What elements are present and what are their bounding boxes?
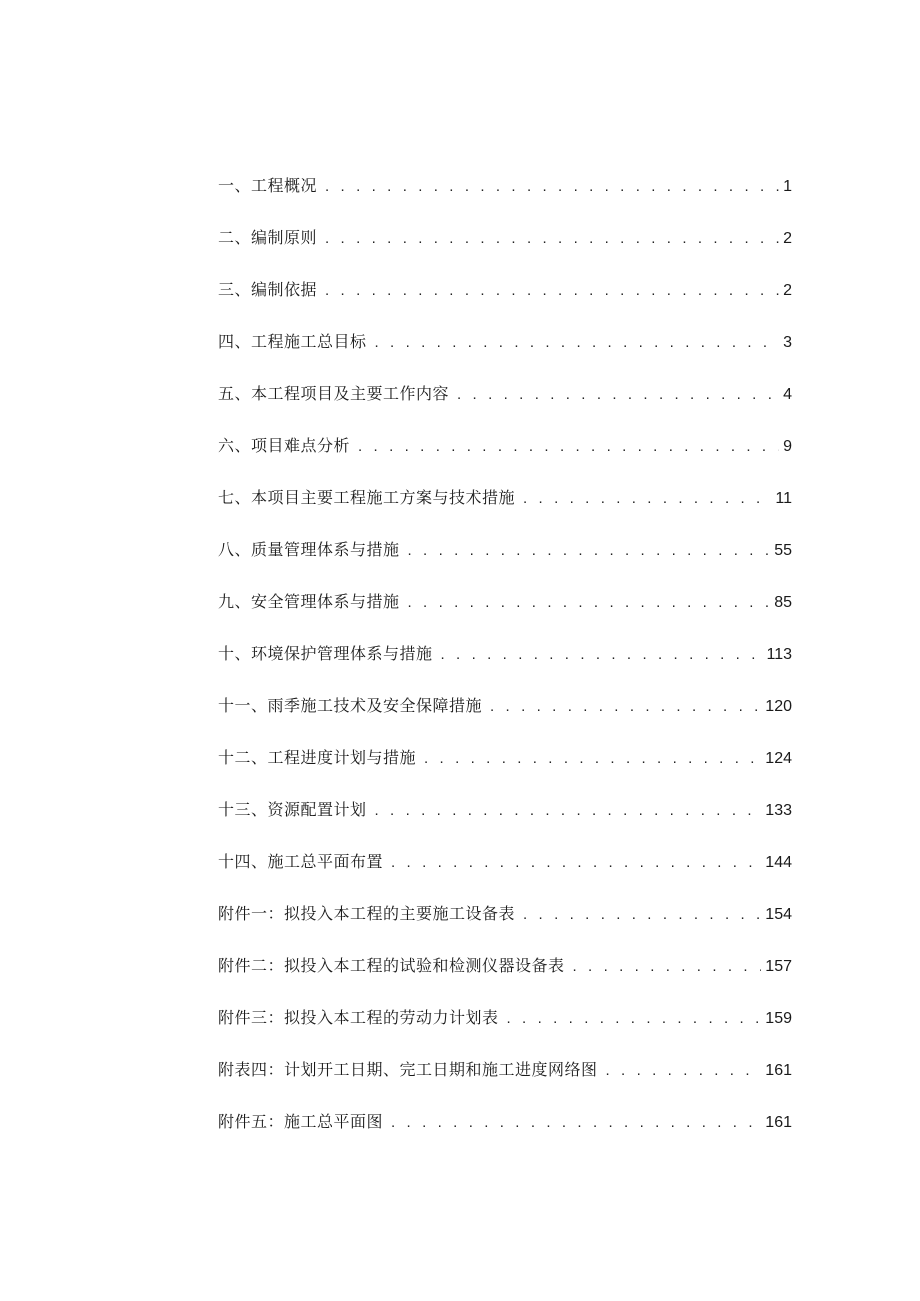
toc-entry-page: 159 [765,1010,792,1027]
toc-entry-title: 附件一：拟投入本工程的主要施工设备表 [218,904,516,923]
table-of-contents [218,170,792,1158]
toc-entry-9[interactable] [218,586,792,638]
toc-entry-title: 十、环境保护管理体系与措施 [218,644,433,663]
toc-dot-leader [490,691,761,723]
toc-entry-5[interactable] [218,378,792,430]
toc-entry-page: 3 [783,334,792,351]
toc-entry-title: 三、编制依据 [218,280,318,299]
toc-dot-leader [573,951,762,983]
toc-entry-page: 144 [765,854,792,871]
toc-dot-leader [523,483,771,515]
toc-entry-title: 五、本工程项目及主要工作内容 [218,384,450,403]
toc-entry-3[interactable] [218,274,792,326]
toc-entry-17[interactable] [218,1002,792,1054]
toc-entry-18[interactable] [218,1054,792,1106]
toc-dot-leader [606,1055,762,1087]
toc-entry-title: 七、本项目主要工程施工方案与技术措施 [218,488,516,507]
toc-dot-leader [391,847,761,879]
toc-entry-page: 133 [765,802,792,819]
toc-entry-title: 一、工程概况 [218,176,318,195]
toc-dot-leader [375,795,762,827]
toc-dot-leader [424,743,761,775]
toc-entry-title: 八、质量管理体系与措施 [218,540,400,559]
toc-entry-15[interactable] [218,898,792,950]
toc-dot-leader [375,327,780,359]
toc-entry-page: 2 [783,282,792,299]
toc-entry-19[interactable] [218,1106,792,1158]
toc-entry-16[interactable] [218,950,792,1002]
toc-entry-title: 附件五：施工总平面图 [218,1112,384,1131]
toc-dot-leader [325,275,779,307]
toc-entry-8[interactable] [218,534,792,586]
toc-entry-title: 附件三：拟投入本工程的劳动力计划表 [218,1008,499,1027]
toc-entry-page: 120 [765,698,792,715]
toc-entry-title: 六、项目难点分析 [218,436,351,455]
toc-entry-10[interactable] [218,638,792,690]
toc-entry-6[interactable] [218,430,792,482]
toc-entry-page: 113 [766,646,792,663]
toc-entry-page: 9 [783,438,792,455]
toc-entry-page: 2 [783,230,792,247]
toc-entry-2[interactable] [218,222,792,274]
toc-entry-13[interactable] [218,794,792,846]
toc-entry-page: 157 [765,958,792,975]
toc-entry-page: 161 [765,1114,792,1131]
toc-dot-leader [325,223,779,255]
toc-dot-leader [523,899,761,931]
toc-entry-page: 55 [774,542,792,559]
toc-entry-title: 十四、施工总平面布置 [218,852,384,871]
toc-entry-4[interactable] [218,326,792,378]
toc-entry-page: 124 [765,750,792,767]
toc-dot-leader [391,1107,761,1139]
toc-entry-title: 十一、雨季施工技术及安全保障措施 [218,696,483,715]
toc-entry-page: 161 [765,1062,792,1079]
toc-entry-title: 十三、资源配置计划 [218,800,367,819]
toc-entry-title: 九、安全管理体系与措施 [218,592,400,611]
toc-entry-title: 十二、工程进度计划与措施 [218,748,417,767]
toc-entry-12[interactable] [218,742,792,794]
toc-dot-leader [408,535,771,567]
toc-entry-title: 四、工程施工总目标 [218,332,367,351]
toc-entry-7[interactable] [218,482,792,534]
toc-entry-page: 154 [765,906,792,923]
toc-entry-1[interactable] [218,170,792,222]
toc-dot-leader [457,379,779,411]
toc-entry-page: 1 [783,178,792,195]
toc-dot-leader [325,171,779,203]
toc-entry-page: 11 [775,490,792,507]
toc-dot-leader [408,587,771,619]
toc-entry-page: 85 [774,594,792,611]
toc-dot-leader [441,639,763,671]
toc-entry-title: 二、编制原则 [218,228,318,247]
toc-entry-title: 附件二：拟投入本工程的试验和检测仪器设备表 [218,956,565,975]
toc-dot-leader [507,1003,762,1035]
toc-entry-title: 附表四：计划开工日期、完工日期和施工进度网络图 [218,1060,598,1079]
toc-entry-14[interactable] [218,846,792,898]
toc-dot-leader [358,431,779,463]
toc-entry-11[interactable] [218,690,792,742]
toc-entry-page: 4 [783,386,792,403]
